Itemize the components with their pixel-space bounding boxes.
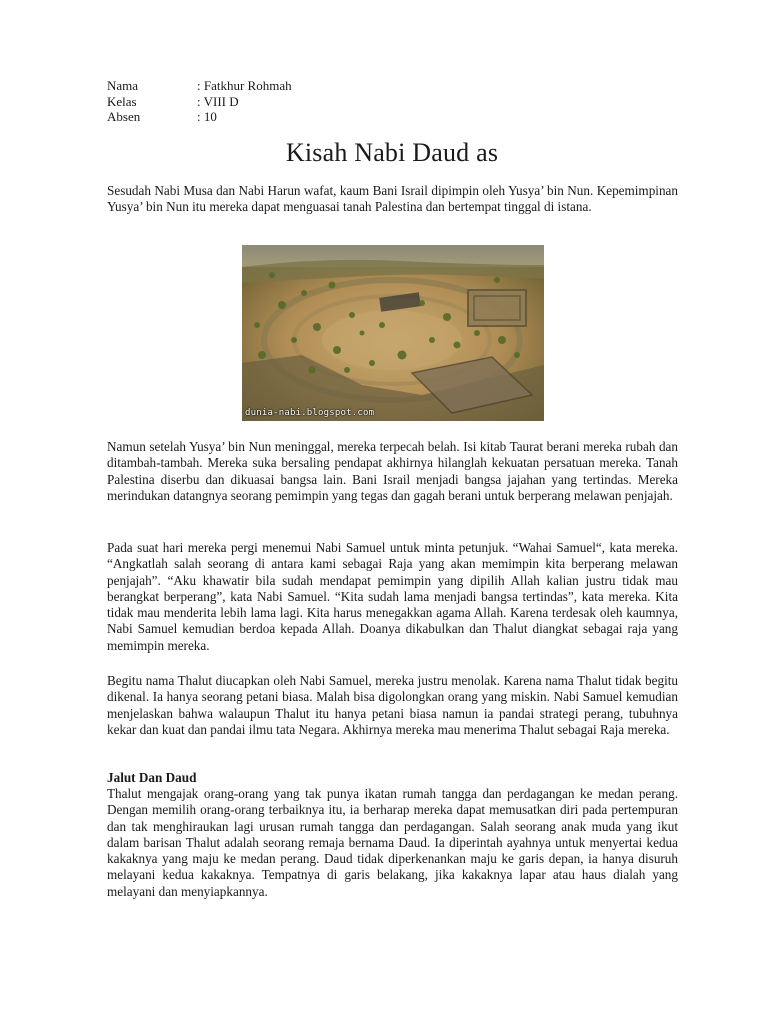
absen-value: : 10 xyxy=(197,109,217,124)
paragraph-4: Thalut mengajak orang-orang yang tak punya ikatan rumah tangga dan perdagangan ke medan perang. Dengan memilih orang-orang terbaiknya itu, ia berharap mereka dapat memusatkan diri pada pertempuran dan tak menghiraukan lagi urusan rumah tangga dan perdagangan. Salah seorang anak muda yang ikut dalam barisan Thalut adalah seorang remaja bernama Daud. Ia diperintah ayahnya untuk menyertai kedua kakaknya yang maju ke medan perang. Daud tidak diperkenankan maju ke garis depan, ia hanya disuruh melayani kedua kakaknya. Tempatnya di garis belakang, jika kakaknya lapar atau haus dialah yang melayani dan menyiapkannya. xyxy=(107,786,678,899)
page-title: Kisah Nabi Daud as xyxy=(285,138,499,167)
nama-value: : Fatkhur Rohmah xyxy=(197,78,292,93)
absen-label: Absen xyxy=(107,109,141,124)
archaeological-site-photo xyxy=(242,245,544,421)
kelas-value: : VIII D xyxy=(197,93,239,109)
info-row-nama xyxy=(107,78,292,94)
paragraph-2: Pada suat hari mereka pergi menemui Nabi Samuel untuk minta petunjuk. “Wahai Samuel“, kata mereka. “Angkatlah salah seorang di antara kami sebagai Raja yang akan memimpin kita berperang melawan penjajah”. “Aku khawatir bila sudah mendapat pemimpin yang dipilih Allah kalian justru tidak mau berangkat berperang”, kata Nabi Samuel. “Kita sudah lama menjadi bangsa tertindas”, kata mereka. Kita tidak mau menderita lebih lama lagi. Kita harus menegakkan agama Allah. Karena terdesak oleh kaumnya, Nabi Samuel kemudian berdoa kepada Allah. Doanya dikabulkan dan Thalut diangkat sebagai raja yang memimpin mereka. xyxy=(107,540,678,653)
section-heading-jalut-dan-daud: Jalut Dan Daud xyxy=(107,770,197,785)
photo-watermark: dunia-nabi.blogspot.com xyxy=(245,408,375,418)
info-row-kelas xyxy=(107,94,292,110)
nama-label: Nama xyxy=(107,78,139,93)
kelas-label: Kelas xyxy=(107,93,137,109)
paragraph-3: Begitu nama Thalut diucapkan oleh Nabi Samuel, mereka justru menolak. Karena nama Thalut tidak begitu dikenal. Ia hanya seorang petani biasa. Malah bisa digolongkan orang yang miskin. Nabi Samuel kemudian menjelaskan bahwa walaupun Thalut itu hanya petani biasa namun ia pandai strategi perang, tubuhnya kekar dan kuat dan pandai ilmu tata Negara. Akhirnya mereka mau menerima Thalut sebagai Raja mereka. xyxy=(107,673,678,737)
aerial-ruins-illustration xyxy=(242,245,544,421)
intro-paragraph: Sesudah Nabi Musa dan Nabi Harun wafat, kaum Bani Israil dipimpin oleh Yusya’ bin Nun. Kepemimpinan Yusya’ bin Nun itu mereka dapat menguasai tanah Palestina dan bertempat tinggal di istana. xyxy=(107,183,678,215)
paragraph-1: Namun setelah Yusya’ bin Nun meninggal, mereka terpecah belah. Isi kitab Taurat berani mereka rubah dan ditambah-tambah. Mereka suka bersaling pendapat akhirnya hilanglah kekuatan persatuan mereka. Tanah Palestina diserbu dan dikuasai bangsa lain. Bani Israil menjadi bangsa jajahan yang tertindas. Mereka merindukan datangnya seorang pemimpin yang tegas dan gagah berani untuk berperang melawan penjajah. xyxy=(107,439,678,503)
info-row-absen xyxy=(107,109,292,125)
student-info xyxy=(107,78,292,125)
